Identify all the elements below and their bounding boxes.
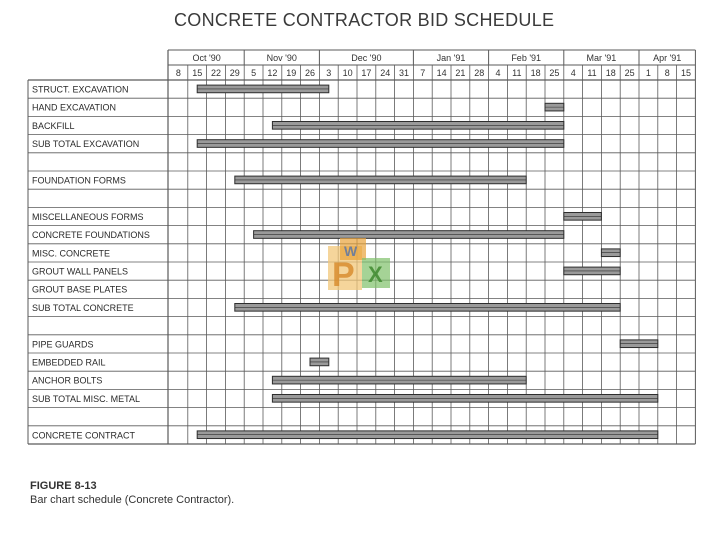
month-label: Mar '91 [586, 53, 617, 63]
week-label: 12 [267, 68, 278, 78]
week-label: 19 [286, 68, 297, 78]
week-label: 18 [605, 68, 616, 78]
week-label: 4 [495, 68, 501, 78]
task-label: EMBEDDED RAIL [32, 357, 106, 368]
figure-number: FIGURE 8-13 [30, 480, 97, 492]
week-label: 11 [587, 68, 597, 78]
task-label: MISCELLANEOUS FORMS [32, 211, 144, 222]
week-label: 15 [192, 68, 203, 78]
week-label: 7 [420, 68, 426, 78]
task-label: ANCHOR BOLTS [32, 375, 103, 386]
week-label: 26 [304, 68, 316, 78]
week-label: 17 [361, 68, 372, 78]
week-label: 1 [645, 68, 651, 78]
week-label: 25 [549, 68, 560, 78]
task-label: GROUT BASE PLATES [32, 284, 128, 295]
week-label: 31 [398, 68, 410, 78]
task-label: SUB TOTAL CONCRETE [32, 302, 134, 313]
week-label: 14 [436, 68, 447, 78]
month-label: Nov '90 [266, 53, 297, 63]
week-label: 8 [664, 68, 670, 78]
svg-text:X: X [368, 262, 383, 287]
svg-text:W: W [344, 243, 358, 259]
month-label: Oct '90 [192, 53, 221, 63]
week-label: 28 [474, 68, 485, 78]
task-label: SUB TOTAL EXCAVATION [32, 139, 140, 150]
week-label: 4 [570, 68, 576, 78]
month-label: Jan '91 [436, 53, 466, 63]
task-label: MISC. CONCRETE [32, 248, 111, 259]
week-label: 15 [680, 68, 692, 78]
week-label: 21 [455, 68, 466, 78]
week-label: 8 [175, 68, 181, 78]
office-logo-icon [326, 236, 396, 302]
week-label: 22 [210, 68, 222, 78]
week-label: 5 [251, 68, 257, 78]
task-label: BACKFILL [32, 120, 75, 131]
page-title: CONCRETE CONTRACTOR BID SCHEDULE [174, 10, 555, 30]
month-label: Apr '91 [653, 53, 682, 63]
week-label: 29 [229, 68, 240, 78]
task-label: CONCRETE CONTRACT [32, 430, 135, 441]
task-label: STRUCT. EXCAVATION [32, 84, 129, 95]
task-label: CONCRETE FOUNDATIONS [32, 230, 150, 241]
week-label: 11 [512, 68, 522, 78]
week-label: 3 [326, 68, 332, 78]
week-label: 24 [380, 68, 391, 78]
month-label: Dec '90 [351, 53, 382, 63]
figure-caption: Bar chart schedule (Concrete Contractor). [30, 494, 235, 506]
month-label: Feb '91 [511, 53, 542, 63]
week-label: 25 [624, 68, 635, 78]
week-label: 18 [530, 68, 541, 78]
task-label: GROUT WALL PANELS [32, 266, 129, 277]
week-label: 10 [342, 68, 353, 78]
task-label: HAND EXCAVATION [32, 102, 117, 113]
task-label: SUB TOTAL MISC. METAL [32, 393, 141, 404]
task-label: PIPE GUARDS [32, 339, 94, 350]
task-label: FOUNDATION FORMS [32, 175, 126, 186]
svg-text:P: P [332, 256, 355, 294]
